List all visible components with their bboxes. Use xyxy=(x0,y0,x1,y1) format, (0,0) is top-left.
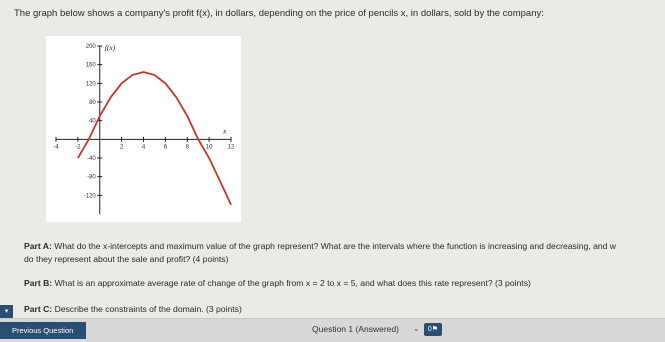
part-c-text: Describe the constraints of the domain. (3 points) xyxy=(55,304,242,314)
y-tick-label: 120 xyxy=(86,81,97,87)
y-axis-label: f(x) xyxy=(105,43,116,52)
part-c-label: Part C: xyxy=(24,304,52,314)
question-status-selector[interactable]: Question 1 (Answered) xyxy=(312,324,399,334)
x-tick-label: 8 xyxy=(186,144,190,150)
x-tick-label: 4 xyxy=(142,144,146,150)
y-tick-label: -120 xyxy=(84,193,97,199)
x-tick-label: 6 xyxy=(164,144,168,150)
x-tick-label: -4 xyxy=(53,144,59,150)
x-tick-label: -2 xyxy=(75,144,81,150)
y-tick-label: -80 xyxy=(87,175,96,181)
y-tick-label: 40 xyxy=(89,119,96,125)
previous-question-button[interactable]: Previous Question xyxy=(0,322,86,339)
part-b-text: What is an approximate average rate of change of the graph from x = 2 to x = 5, and what does this rate represent? (3 points) xyxy=(55,278,531,288)
y-tick-label: 160 xyxy=(86,63,97,69)
part-b-question xyxy=(24,277,531,290)
navigation-bar xyxy=(0,318,665,342)
question-intro: The graph below shows a company's profit f(x), in dollars, depending on the price of pencils x, in dollars, sold by the company: xyxy=(14,8,544,19)
x-tick-label: 2 xyxy=(120,144,124,150)
part-b-label: Part B: xyxy=(24,278,52,288)
profit-curve xyxy=(78,72,231,205)
part-a-question-cont: do they represent about the sale and profit? (4 points) xyxy=(24,253,228,266)
y-tick-label: -40 xyxy=(87,156,96,162)
profit-graph xyxy=(46,36,241,222)
x-tick-label: 10 xyxy=(206,144,213,150)
y-tick-label: 80 xyxy=(89,100,96,106)
y-tick-label: 200 xyxy=(86,44,97,50)
part-a-text: What do the x-intercepts and maximum value of the graph represent? What are the intervals where the function is increasing and decreasing, and w xyxy=(54,241,616,251)
chevron-down-icon[interactable]: ⌄ xyxy=(413,324,420,333)
chart-svg xyxy=(46,36,241,222)
part-a-question xyxy=(24,240,664,253)
collapse-toggle[interactable]: ▾ xyxy=(0,305,13,318)
part-a-label: Part A: xyxy=(24,241,52,251)
part-c-question xyxy=(24,303,242,316)
x-tick-label: 12 xyxy=(228,144,235,150)
flag-button[interactable]: 0⚑ xyxy=(424,323,442,336)
x-axis-label: x xyxy=(222,126,227,135)
